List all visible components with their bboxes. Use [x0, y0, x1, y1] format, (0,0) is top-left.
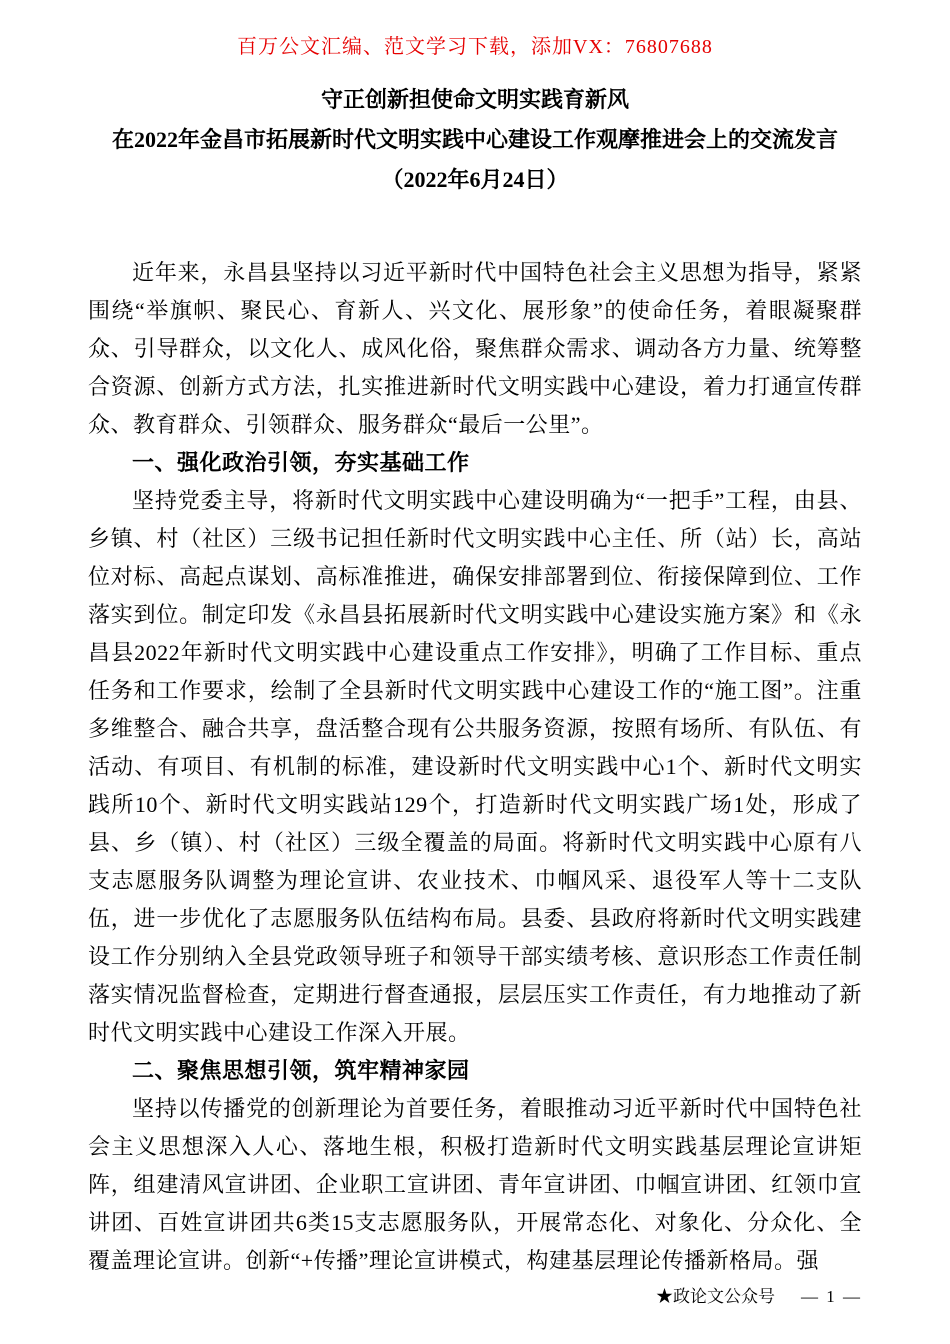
- header-notice: 百万公文汇编、范文学习下载，添加VX：76807688: [237, 36, 713, 58]
- document-date: （2022年6月24日）: [381, 167, 569, 192]
- section-heading-2: 二、聚焦思想引领，筑牢精神家园: [132, 1058, 470, 1083]
- paragraph-intro: 近年来，永昌县坚持以习近平新时代中国特色社会主义思想为指导，紧紧围绕“举旗帜、聚民心、育新人、兴文化、展形象”的使命任务，着眼凝聚群众、引导群众，以文化人、成风化俗，聚焦群众需求、调动各方力量、统筹整合资源、创新方式方法，扎实推进新时代文明实践中心建设，着力打通宣传群众、教育群众、引领群众、服务群众“最后一公里”。: [88, 260, 862, 437]
- document-title-block: [88, 80, 862, 200]
- footer-source: ★政论文公众号: [656, 1287, 775, 1306]
- document-subtitle: 在2022年金昌市拓展新时代文明实践中心建设工作观摩推进会上的交流发言: [111, 127, 838, 152]
- document-body: [88, 254, 862, 1280]
- document-title: 守正创新担使命文明实践育新风: [320, 87, 629, 112]
- page-footer: [656, 1286, 862, 1308]
- paragraph-section-1: 坚持党委主导，将新时代文明实践中心建设明确为“一把手”工程，由县、乡镇、村（社区）三级书记担任新时代文明实践中心主任、所（站）长，高站位对标、高起点谋划、高标准推进，确保安排部署到位、衔接保障到位、工作落实到位。制定印发《永昌县拓展新时代文明实践中心建设实施方案》和《永昌县2022年新时代文明实践中心建设重点工作安排》，明确了工作目标、重点任务和工作要求，绘制了全县新时代文明实践中心建设工作的“施工图”。注重多维整合、融合共享，盘活整合现有公共服务资源，按照有场所、有队伍、有活动、有项目、有机制的标准，建设新时代文明实践中心1个、新时代文明实践所10个、新时代文明实践站129个，打造新时代文明实践广场1处，形成了县、乡（镇）、村（社区）三级全覆盖的局面。将新时代文明实践中心原有八支志愿服务队调整为理论宣讲、农业技术、巾帼风采、退役军人等十二支队伍，进一步优化了志愿服务队伍结构布局。县委、县政府将新时代文明实践建设工作分别纳入全县党政领导班子和领导干部实绩考核、意识形态工作责任制落实情况监督检查，定期进行督查通报，层层压实工作责任，有力地推动了新时代文明实践中心建设工作深入开展。: [88, 488, 862, 1045]
- paragraph-section-2: 坚持以传播党的创新理论为首要任务，着眼推动习近平新时代中国特色社会主义思想深入人心、落地生根，积极打造新时代文明实践基层理论宣讲矩阵，组建清风宣讲团、企业职工宣讲团、青年宣讲团、巾帼宣讲团、红领巾宣讲团、百姓宣讲团共6类15支志愿服务队，开展常态化、对象化、分众化、全覆盖理论宣讲。创新“+传播”理论宣讲模式，构建基层理论传播新格局。强: [88, 1096, 862, 1273]
- section-heading-1: 一、强化政治引领，夯实基础工作: [132, 450, 470, 475]
- footer-page-number: — 1 —: [801, 1287, 862, 1306]
